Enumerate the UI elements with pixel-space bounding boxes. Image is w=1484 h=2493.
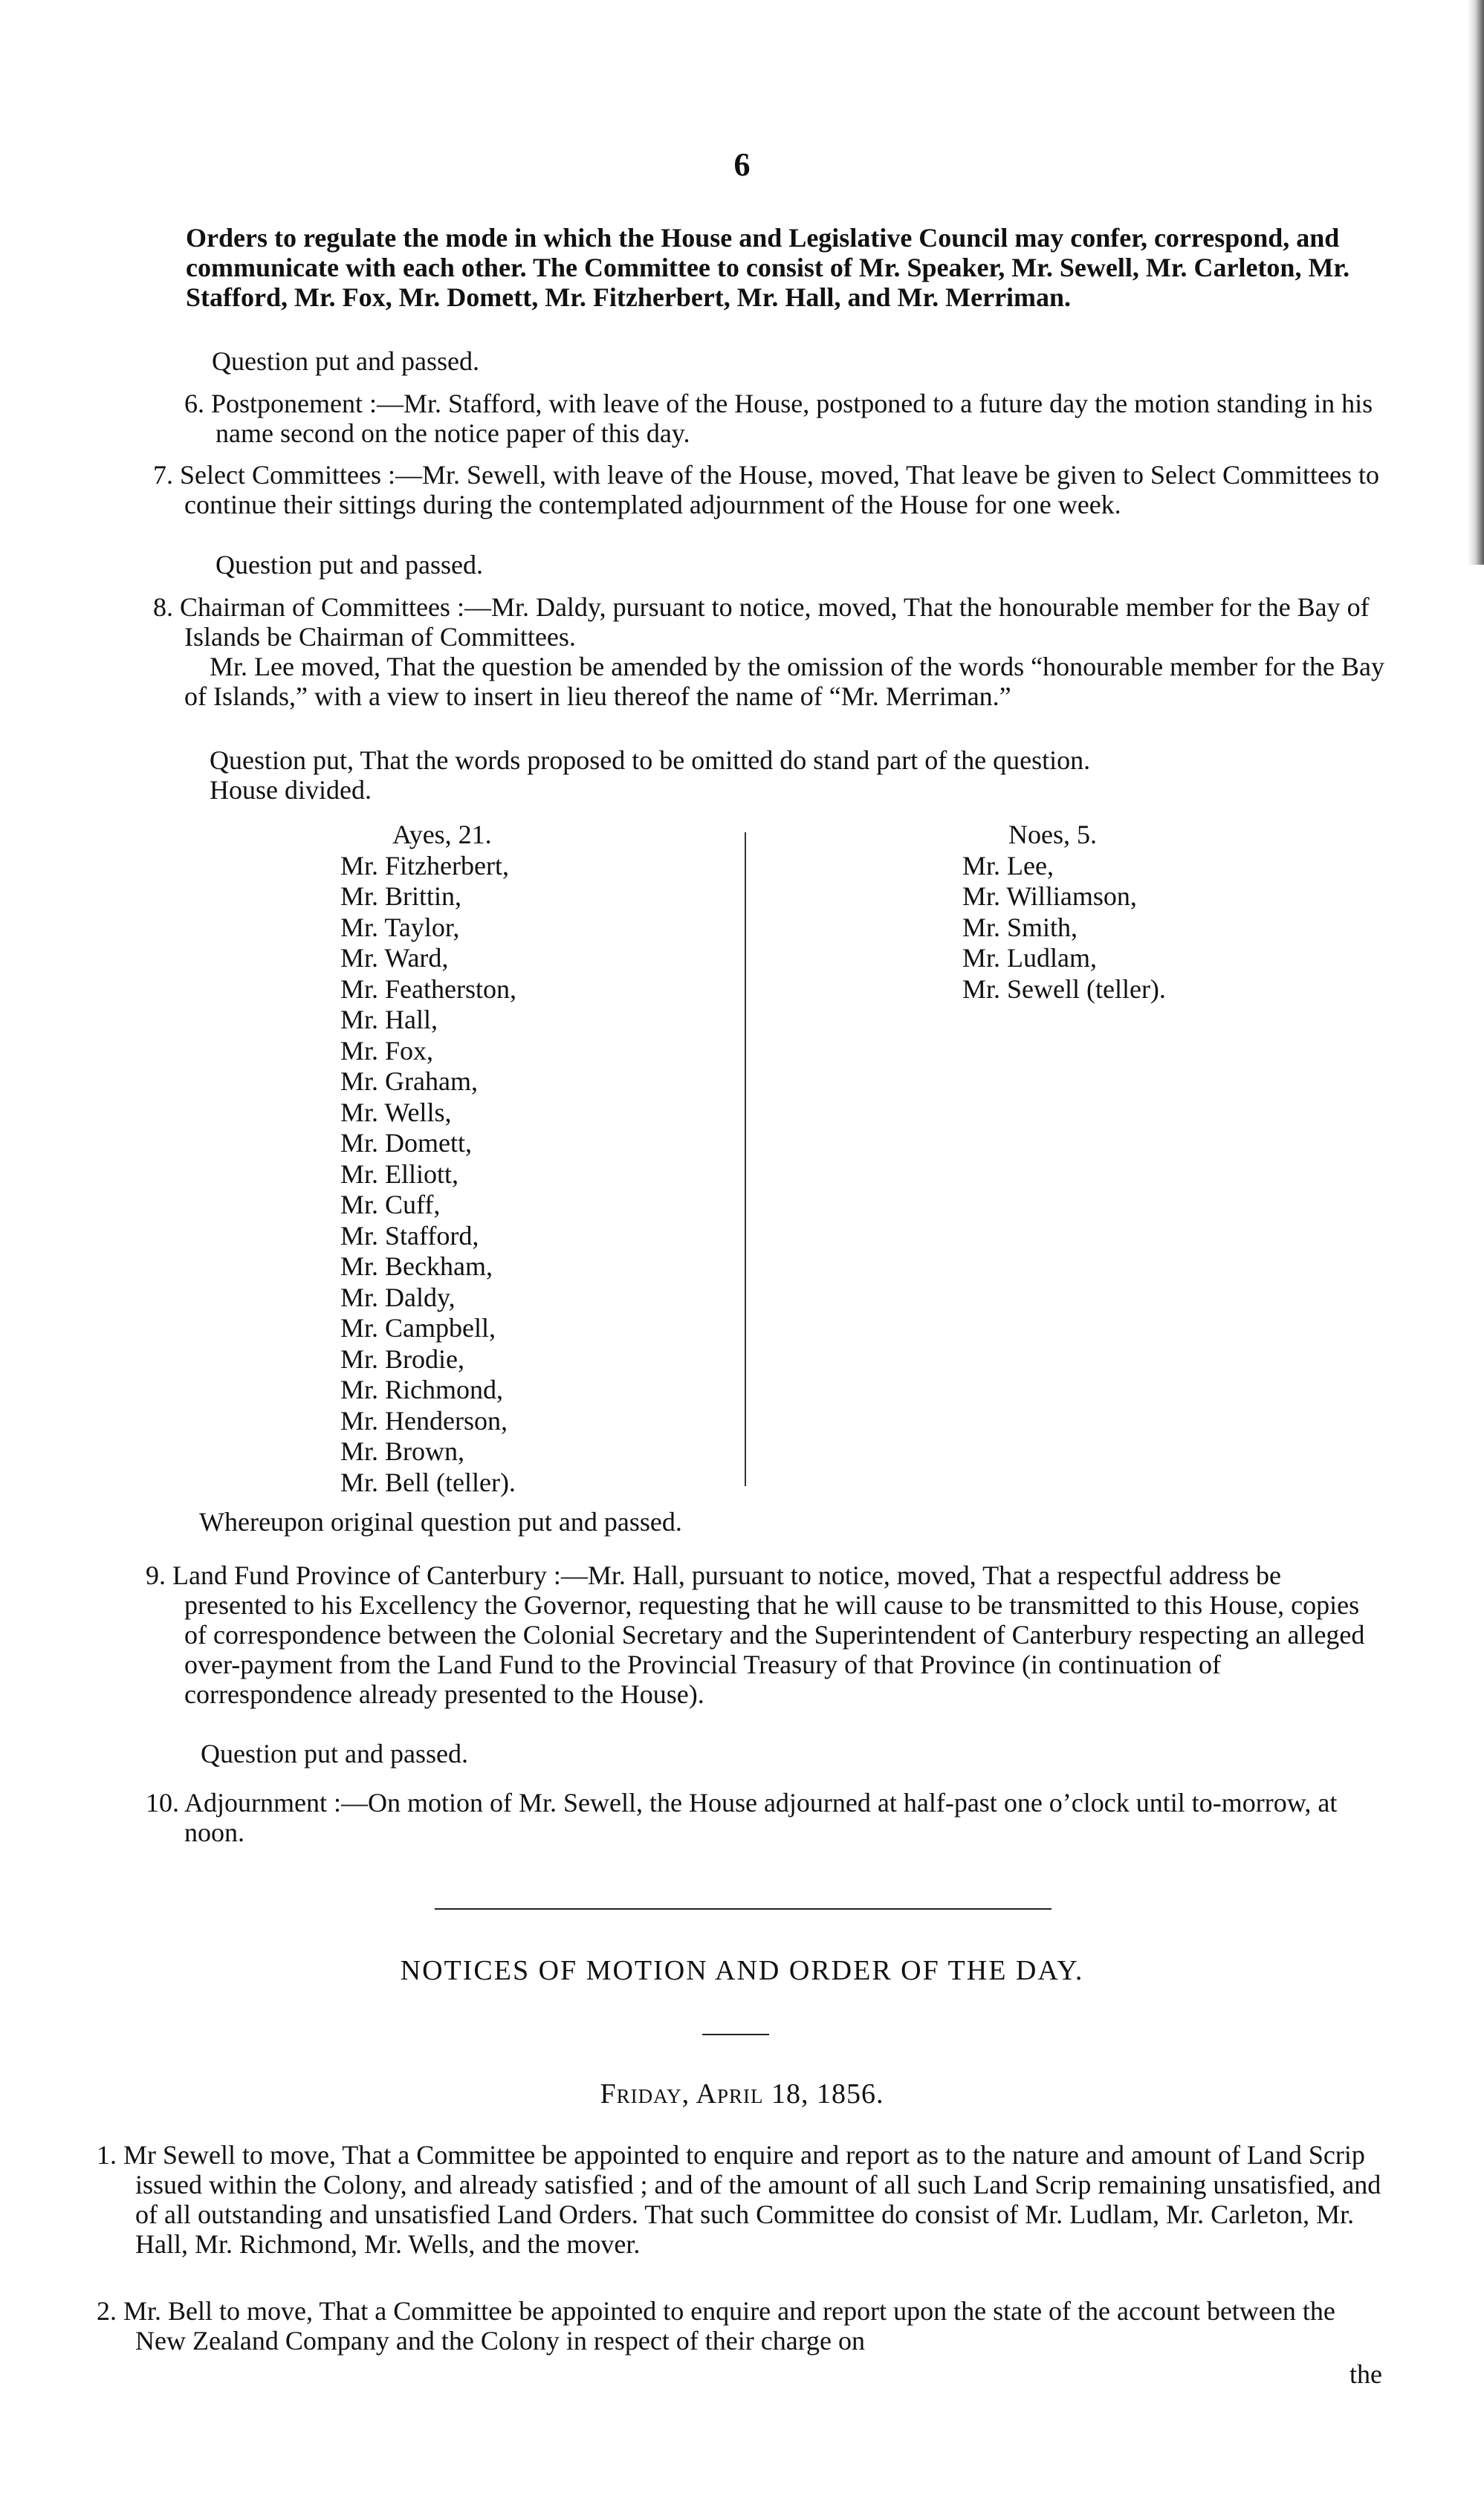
- aye-member: Mr. Taylor,: [340, 912, 460, 942]
- aye-member: Mr. Cuff,: [340, 1190, 441, 1219]
- no-member: Mr. Lee,: [962, 850, 1054, 881]
- aye-member: Mr. Daldy,: [340, 1282, 456, 1312]
- aye-member: Mr. Wells,: [340, 1097, 452, 1127]
- aye-member: Mr. Ward,: [340, 943, 449, 973]
- notice-1-sewell: 1. Mr Sewell to move, That a Committee be appointed to enquire and report as to the nature and amount of Land Scrip issued within the Colony, and already satisfied ; and of the amount of all such Land Scrip remaining unsatisfied, and of all outstanding and unsatisfied Land Orders. That such Committee do consist of Mr. Ludlam, Mr. Carleton, Mr. Hall, Mr. Richmond, Mr. Wells, and the mover.: [97, 2140, 1381, 2259]
- page-number: 6: [733, 146, 751, 183]
- no-member: Mr. Ludlam,: [962, 943, 1097, 973]
- item-7-select-committees: 7. Select Committees :—Mr. Sewell, with leave of the House, moved, That leave be given to Select Committees to continue their sittings during the contemplated adjournment of the House for one week.: [153, 460, 1379, 519]
- noes-list: [962, 820, 1166, 1005]
- aye-member: Mr. Domett,: [340, 1128, 472, 1158]
- aye-member: Mr. Brown,: [340, 1436, 465, 1466]
- item-9-question-passed: Question put and passed.: [201, 1739, 468, 1769]
- aye-member: Mr. Campbell,: [340, 1313, 496, 1343]
- notices-heading: NOTICES OF MOTION AND ORDER OF THE DAY.: [400, 1955, 1084, 1986]
- item-8-question: Question put, That the words proposed to be omitted do stand part of the question.: [210, 745, 1091, 775]
- intro-paragraph: Orders to regulate the mode in which the House and Legislative Council may confer, correspond, and communicate with each other. The Committee to consist of Mr. Speaker, Mr. Sewell, Mr. Carleton, Mr. Stafford, Mr. Fox, Mr. Domett, Mr. Fitzherbert, Mr. Hall, and Mr. Merriman.: [186, 223, 1350, 312]
- item-8-chairman: 8. Chairman of Committees :—Mr. Daldy, pursuant to notice, moved, That the honourable member for the Bay of Islands be Chairman of Committees.: [153, 592, 1370, 652]
- short-rule: [702, 2034, 769, 2035]
- item-7-question-passed: Question put and passed.: [216, 550, 483, 580]
- item-6-postponement: 6. Postponement :—Mr. Stafford, with leave of the House, postponed to a future day the motion standing in his name second on the notice paper of this day.: [184, 389, 1373, 448]
- catchword: the: [1349, 2359, 1382, 2389]
- page-edge-shadow: [1468, 0, 1484, 565]
- section-rule: [435, 1908, 1052, 1910]
- aye-member: Mr. Featherston,: [340, 973, 516, 1004]
- ayes-list: [340, 820, 516, 1498]
- item-10-adjournment: 10. Adjournment :—On motion of Mr. Sewell, the House adjourned at half-past one o’clock until to-morrow, at noon.: [146, 1788, 1338, 1847]
- aye-member: Mr. Fox,: [340, 1035, 434, 1066]
- notices-date: Friday, April 18, 1856.: [600, 2078, 884, 2110]
- item-8-amendment: Mr. Lee moved, That the question be amended by the omission of the words “honourable member for the Bay of Islands,” with a view to insert in lieu thereof the name of “Mr. Merriman.”: [184, 652, 1384, 711]
- item-9-land-fund: 9. Land Fund Province of Canterbury :—Mr. Hall, pursuant to notice, moved, That a respectful address be presented to his Excellency the Governor, requesting that he will cause to be transmitted to this House, copies of correspondence between the Colonial Secretary and the Superintendent of Canterbury respecting an alleged over-payment from the Land Fund to the Provincial Treasury of that Province (in continuation of correspondence already presented to the House).: [146, 1560, 1365, 1709]
- aye-member: Mr. Fitzherbert,: [340, 850, 509, 881]
- item-8-house-divided: House divided.: [210, 775, 372, 805]
- noes-header: Noes, 5.: [1008, 820, 1097, 849]
- whereupon-passed: Whereupon original question put and passed.: [199, 1507, 682, 1537]
- no-member: Mr. Smith,: [962, 912, 1078, 942]
- aye-member: Mr. Stafford,: [340, 1220, 479, 1251]
- intro-question-passed: Question put and passed.: [212, 346, 479, 376]
- notice-2-bell: 2. Mr. Bell to move, That a Committee be appointed to enquire and report upon the state of the account between the New Zealand Company and the Colony in respect of their charge on: [97, 2296, 1335, 2356]
- aye-member: Mr. Hall,: [340, 1005, 438, 1034]
- aye-member: Mr. Richmond,: [340, 1375, 504, 1404]
- aye-member: Mr. Graham,: [340, 1066, 478, 1096]
- no-member: Mr. Sewell (teller).: [962, 973, 1166, 1004]
- division-column-divider: [745, 832, 746, 1486]
- aye-member: Mr. Bell (teller).: [340, 1467, 516, 1497]
- no-member: Mr. Williamson,: [962, 881, 1137, 911]
- ayes-header: Ayes, 21.: [392, 820, 492, 849]
- aye-member: Mr. Elliott,: [340, 1158, 459, 1189]
- aye-member: Mr. Brittin,: [340, 881, 462, 911]
- aye-member: Mr. Henderson,: [340, 1405, 508, 1436]
- aye-member: Mr. Beckham,: [340, 1251, 493, 1281]
- aye-member: Mr. Brodie,: [340, 1343, 464, 1374]
